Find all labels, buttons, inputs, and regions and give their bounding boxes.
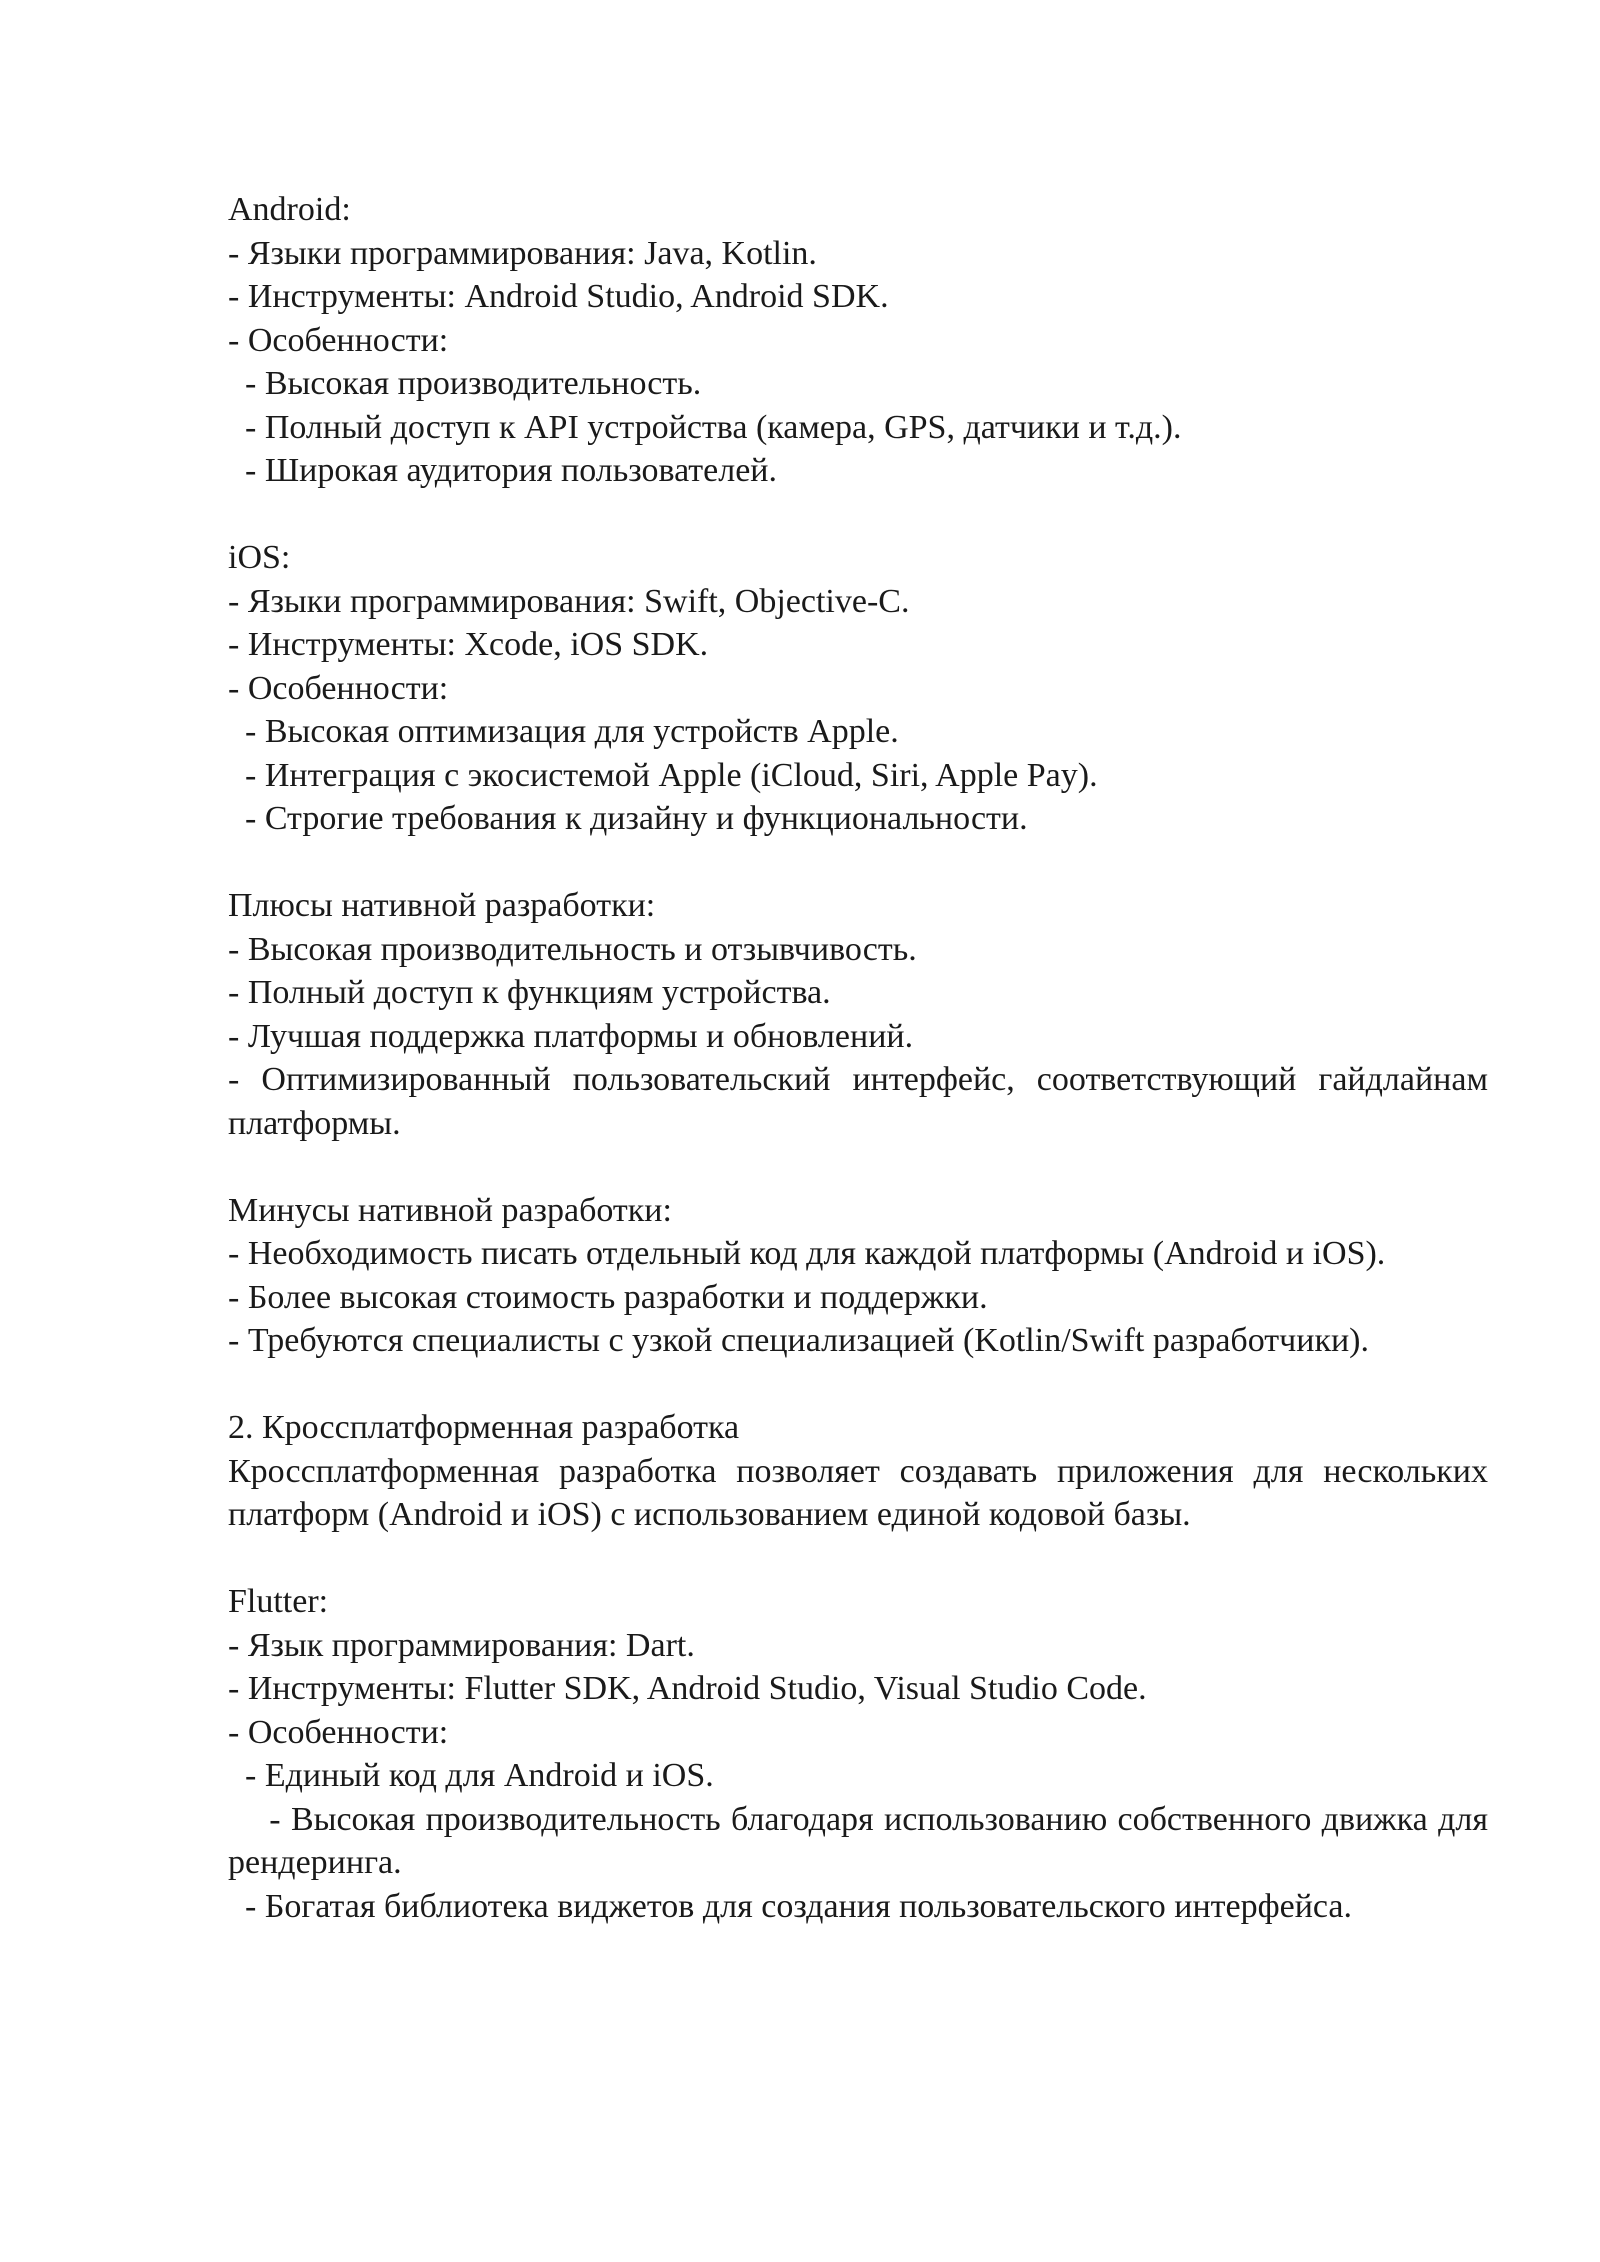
sub-list-item: - Высокая производительность благодаря использованию собственного движка для рендеринга. — [228, 1800, 1497, 1881]
section-heading: iOS: — [228, 539, 291, 576]
list-item: - Инструменты: Android Studio, Android SDK. — [228, 278, 889, 315]
paragraph-gap — [228, 841, 1488, 885]
paragraph: Кроссплатформенная разработка позволяет создавать приложения для нескольких платформ (Android и iOS) с использованием единой кодовой базы. — [228, 1452, 1488, 1533]
list-item: - Особенности: — [228, 669, 449, 707]
cons-section — [228, 1189, 1488, 1363]
paragraph-gap — [228, 1537, 1488, 1581]
section-heading: Android: — [228, 191, 351, 228]
sub-list-item: - Высокая оптимизация для устройств Apple. — [228, 713, 899, 750]
sub-list-item: - Полный доступ к API устройства (камера, GPS, датчики и т.д.). — [228, 408, 1182, 446]
list-item: - Лучшая поддержка платформы и обновлений. — [228, 1017, 914, 1055]
sub-list-item: - Широкая аудитория пользователей. — [228, 452, 777, 489]
ios-section — [228, 536, 1488, 841]
paragraph-gap — [228, 1145, 1488, 1189]
list-item: - Языки программирования: Java, Kotlin. — [228, 234, 817, 272]
list-item: - Полный доступ к функциям устройства. — [228, 974, 831, 1011]
pros-section — [228, 884, 1488, 1145]
sub-list-item: - Единый код для Android и iOS. — [228, 1757, 714, 1794]
list-item: - Особенности: — [228, 1713, 449, 1751]
section-heading: Flutter: — [228, 1583, 329, 1620]
list-item: - Особенности: — [228, 321, 449, 359]
android-section — [228, 188, 1488, 493]
list-item: - Требуются специалисты с узкой специализацией (Kotlin/Swift разработчики). — [228, 1322, 1369, 1359]
list-item: - Инструменты: Flutter SDK, Android Studio, Visual Studio Code. — [228, 1670, 1147, 1707]
paragraph-gap — [228, 493, 1488, 537]
paragraph-gap — [228, 1363, 1488, 1407]
section-heading: Минусы нативной разработки: — [228, 1191, 672, 1229]
document-page — [228, 188, 1497, 1928]
sub-list-item: - Интеграция с экосистемой Apple (iCloud, Siri, Apple Pay). — [228, 756, 1098, 794]
cross-platform-section — [228, 1406, 1488, 1537]
section-heading: 2. Кроссплатформенная разработка — [228, 1409, 740, 1446]
sub-list-item: - Строгие требования к дизайну и функциональности. — [228, 800, 1028, 837]
list-item: - Инструменты: Xcode, iOS SDK. — [228, 626, 709, 663]
flutter-section — [228, 1580, 1497, 1928]
list-item: - Необходимость писать отдельный код для каждой платформы (Android и iOS). — [228, 1235, 1386, 1272]
sub-list-item: - Богатая библиотека виджетов для создания пользовательского интерфейса. — [228, 1887, 1353, 1925]
list-item: - Высокая производительность и отзывчивость. — [228, 930, 917, 968]
sub-list-item: - Высокая производительность. — [228, 365, 702, 402]
list-item: - Оптимизированный пользовательский интерфейс, соответствующий гайдлайнам платформы. — [228, 1061, 1488, 1142]
list-item: - Язык программирования: Dart. — [228, 1626, 695, 1664]
section-heading: Плюсы нативной разработки: — [228, 887, 656, 924]
list-item: - Более высокая стоимость разработки и поддержки. — [228, 1278, 988, 1316]
list-item: - Языки программирования: Swift, Objective-C. — [228, 582, 910, 620]
